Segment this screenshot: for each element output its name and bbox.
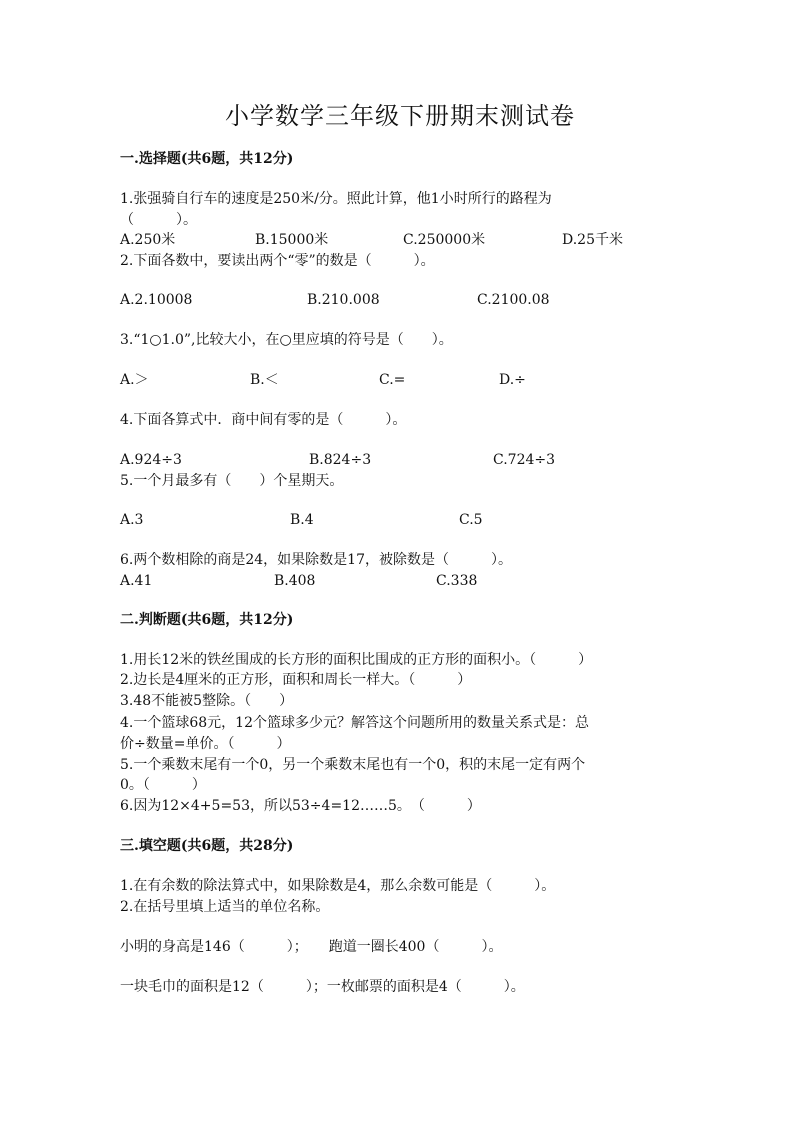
option-b: B.408: [274, 573, 316, 589]
statement-line: 3.48不能被5整除。（ ）: [120, 693, 294, 709]
option-d: D.÷: [499, 372, 526, 388]
option-c: C.2100.08: [477, 292, 550, 308]
section-heading-fill-blank: 三.填空题(共6题，共28分): [120, 838, 294, 854]
statement-line: 0。（ ）: [120, 777, 206, 793]
option-c: C.338: [436, 573, 478, 589]
option-c: C.724÷3: [493, 452, 556, 468]
statement-line: 4.一个篮球68元，12个篮球多少元？解答这个问题所用的数量关系式是：总: [120, 715, 589, 731]
section-heading-judgement: 二.判断题(共6题，共12分): [120, 612, 294, 628]
question-text: 1.张强骑自行车的速度是250米/分。照此计算，他1小时所行的路程为: [120, 191, 552, 207]
option-a: A.41: [120, 573, 153, 589]
section-heading-choice: 一.选择题(共6题，共12分): [120, 151, 294, 167]
option-d: D.25千米: [562, 232, 623, 248]
statement-line: 价÷数量=单价。（ ）: [120, 736, 291, 752]
statement-line: 2.边长是4厘米的正方形，面积和周长一样大。（ ）: [120, 672, 472, 688]
option-b: B.4: [290, 512, 314, 528]
option-b: B.824÷3: [309, 452, 372, 468]
option-a: A.3: [120, 512, 144, 528]
option-b: B.15000米: [255, 232, 329, 248]
option-b: B.210.008: [307, 292, 380, 308]
question-text: 小明的身高是146（ ）； 跑道一圈长400（ ）。: [120, 939, 503, 955]
question-text: 3.“1○1.0”,比较大小，在○里应填的符号是（ ）。: [120, 332, 453, 348]
option-a: A.924÷3: [120, 452, 182, 468]
statement-line: 5.一个乘数末尾有一个0，另一个乘数末尾也有一个0，积的末尾一定有两个: [120, 757, 586, 773]
question-text: 6.两个数相除的商是24，如果除数是17，被除数是（ ）。: [120, 552, 512, 568]
question-text: 1.在有余数的除法算式中，如果除数是4，那么余数可能是（ ）。: [120, 878, 556, 894]
question-text: 5.一个月最多有（ ）个星期天。: [120, 473, 344, 489]
option-b: B.＜: [250, 372, 279, 388]
option-a: A.＞: [120, 372, 149, 388]
question-text: 4.下面各算式中．商中间有零的是（ ）。: [120, 412, 407, 428]
question-text: （ ）。: [120, 212, 197, 228]
question-text: 一块毛巾的面积是12（ ）；一枚邮票的面积是4（ ）。: [120, 979, 525, 995]
option-a: A.2.10008: [120, 292, 193, 308]
option-c: C.5: [459, 512, 483, 528]
statement-line: 1.用长12米的铁丝围成的长方形的面积比围成的正方形的面积小。（ ）: [120, 652, 593, 668]
option-a: A.250米: [120, 232, 176, 248]
option-c: C.=: [379, 372, 406, 388]
option-c: C.250000米: [403, 232, 486, 248]
page-title: 小学数学三年级下册期末测试卷: [225, 102, 575, 130]
question-text: 2.下面各数中，要读出两个“零”的数是（ ）。: [120, 253, 435, 269]
statement-line: 6.因为12×4+5=53，所以53÷4=12……5。 （ ）: [120, 798, 481, 814]
question-text: 2.在括号里填上适当的单位名称。: [120, 899, 330, 915]
